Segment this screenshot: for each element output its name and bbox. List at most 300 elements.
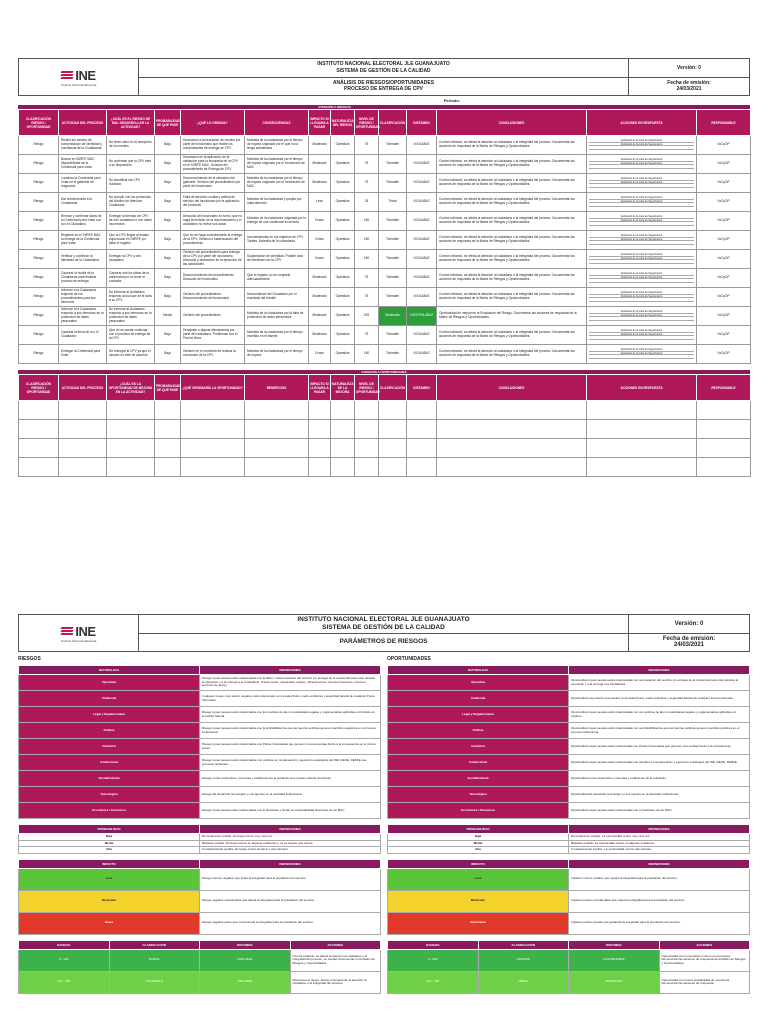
param-row xyxy=(19,707,381,723)
cell-concl: Control evitando, se afecta la atención al ciudadano o la integridad del proceso. Documentar las acciones de respuesta de la Matriz de Riesgos y Oportunidades. xyxy=(437,326,587,345)
risks-column xyxy=(18,656,381,999)
action-line: Aplicación de la Lista de Seguimiento xyxy=(589,311,694,314)
param-definition: Riesgo cuyas causas están relacionadas con Partes Interesadas que generen una desventaja frente a la competencia en el mismo sector. xyxy=(200,739,381,755)
opp-band: ATENCIÓN A OPORTUNIDADES xyxy=(18,370,750,374)
param-name: Ambiental xyxy=(388,691,569,707)
table-row xyxy=(19,326,751,345)
column-header: IMPACTO xyxy=(388,859,569,868)
cell-prob: Baja xyxy=(155,288,181,307)
param-name: Política xyxy=(19,723,200,739)
column-header: ACCIONES EN RESPUESTA xyxy=(587,375,697,401)
cell-cls: Tolerable xyxy=(379,231,407,250)
empty-cell xyxy=(155,401,181,420)
table-row xyxy=(19,288,751,307)
cell-nat: Operativa xyxy=(331,345,355,364)
cell-c: Riesgo xyxy=(19,269,59,288)
cell-nat: Operativa xyxy=(331,136,355,155)
cell-orig: Omisión del procedimiento xyxy=(181,307,245,326)
param-row xyxy=(19,834,381,841)
empty-cell xyxy=(181,439,245,458)
cell-actions xyxy=(587,326,697,345)
cell-risk: Capturar mal los datos de la credencial por no tener el contador xyxy=(107,269,155,288)
column-header: DEFINICIONES xyxy=(200,825,381,834)
action-line: Aplicación de la Lista de Seguimiento xyxy=(589,197,694,200)
empty-cell xyxy=(181,420,245,439)
range-actions: Oportunidad con buena probabilidad de ocurrencia. Documentar las acciones de respuesta. xyxy=(659,971,750,993)
empty-cell xyxy=(697,420,751,439)
empty-cell xyxy=(19,458,59,477)
column-header: ¿QUÉ LO ORIGINA? xyxy=(181,110,245,136)
cell-prob: Baja xyxy=(155,231,181,250)
param-row xyxy=(388,834,750,841)
cell-actions xyxy=(587,174,697,193)
column-header: ¿CUÁL ES EL RIESGO DE MAL DESARROLLAR LA ACTIVIDAD? xyxy=(107,110,155,136)
empty-cell xyxy=(107,458,155,477)
cell-cons: Inconsistencias en los registros de CPV Totales. Molestia de la ciudadanía xyxy=(245,231,309,250)
param-row xyxy=(388,707,750,723)
cell-cls: Tolerable xyxy=(379,174,407,193)
cell-imp: Moderado xyxy=(309,326,331,345)
cell-nat: Operativa xyxy=(331,307,355,326)
empty-cell xyxy=(181,401,245,420)
table-row xyxy=(19,420,751,439)
cell-cls: Tolerable xyxy=(379,288,407,307)
cell-resp: VoCyOP xyxy=(697,326,751,345)
cell-imp: Grave xyxy=(309,345,331,364)
param-name: Legal y Reglamentaria xyxy=(388,707,569,723)
column-header: RESPONSABLE xyxy=(697,110,751,136)
action-line: Aplicación de la Lista de Seguimiento xyxy=(589,216,694,219)
cell-act: Buscar en SIIRFE MAC disponibilidad de la Credencial para Votar xyxy=(59,155,107,174)
org-name: INSTITUTO NACIONAL ELECTORAL JLE GUANAJUATO xyxy=(317,61,450,67)
opp-range-table xyxy=(387,940,750,994)
empty-cell xyxy=(355,458,379,477)
table-row xyxy=(19,212,751,231)
cell-risk: Que no se pueda continuar con el proceso de entrega de la CPV xyxy=(107,326,155,345)
cell-cons: Molestia de la ciudadanía por el tiempo de espera originado por el funcionario de MAC xyxy=(245,155,309,174)
param-definition: Completamente posible. El riesgo ocurre siempre o casi siempre. xyxy=(200,847,381,854)
cell-risk: No informar al ciudadano respecto al uso que se le dará a su CPV xyxy=(107,288,155,307)
param-definition: Remotamente posible. El riesgo ocurre muy rara vez. xyxy=(200,834,381,841)
action-line: Aplicación de la Lista de Seguimiento xyxy=(589,140,694,143)
empty-cell xyxy=(309,420,331,439)
param-row xyxy=(388,675,750,691)
param-row xyxy=(19,840,381,847)
logo-text: INE xyxy=(75,623,96,639)
action-line: Aplicación de la Lista de Seguimiento xyxy=(589,273,694,276)
empty-cell xyxy=(245,439,309,458)
param-row xyxy=(19,755,381,771)
cell-cls: Tolerable xyxy=(379,155,407,174)
param-name: Baja xyxy=(388,834,569,841)
cell-dict: VIGILABLE xyxy=(407,212,437,231)
action-line: Aplicación de la Lista de Seguimiento xyxy=(589,296,694,299)
cell-risk: No tener claro en la recepción de los medios xyxy=(107,136,155,155)
empty-cell xyxy=(19,439,59,458)
empty-cell xyxy=(587,420,697,439)
column-header: DEFINICIONES xyxy=(200,666,381,675)
action-line xyxy=(589,337,694,340)
empty-cell xyxy=(331,420,355,439)
param-row xyxy=(388,771,750,787)
cell-nat: Operativa xyxy=(331,269,355,288)
param-name: Económica / Financiera xyxy=(388,803,569,819)
empty-cell xyxy=(59,458,107,477)
cell-concl: Control evitando, se afecta la atención al ciudadano o la integridad del proceso. Documentar las acciones de respuesta de la Matriz de Riesgos y Oportunidades. xyxy=(437,269,587,288)
param-name: Social/Cultural xyxy=(19,771,200,787)
cell-lvl: 75 xyxy=(355,155,379,174)
cell-dict: CONTROLABLE xyxy=(407,307,437,326)
risk-range-table xyxy=(18,940,381,994)
table-row xyxy=(19,231,751,250)
param-name: Institucional xyxy=(388,755,569,771)
cell-actions xyxy=(587,288,697,307)
actions-list xyxy=(589,349,694,359)
cell-cons: Molestia de la ciudadanía por la falta de protección de datos personales xyxy=(245,307,309,326)
column-header: PROBABILIDAD xyxy=(19,825,200,834)
cell-resp: VoCyOP xyxy=(697,307,751,326)
column-header: IMPACTO xyxy=(19,859,200,868)
empty-cell xyxy=(587,401,697,420)
param-definition: Riesgo negativo grave que compromete la integridad para la prestación del servicio. xyxy=(200,912,381,934)
risk-analysis-sheet xyxy=(18,58,750,477)
logo-text: INE xyxy=(75,67,96,83)
empty-cell xyxy=(331,439,355,458)
cell-imp: Moderado xyxy=(309,307,331,326)
ine-mark-icon xyxy=(61,70,73,80)
column-header: CLASIFICACIÓN xyxy=(109,940,200,949)
cell-dict: VIGILABLE xyxy=(407,288,437,307)
cell-prob: Baja xyxy=(155,250,181,269)
column-header: ACTIVIDAD DEL PROCESO xyxy=(59,110,107,136)
cell-dict: VIGILABLE xyxy=(407,231,437,250)
column-header: DEFINICIONES xyxy=(200,859,381,868)
system-name: SISTEMA DE GESTIÓN DE LA CALIDAD xyxy=(322,624,445,632)
param-definition: Oportunidad cuyas causas están relacionadas con la prestación del servicio y/o entrega de la credencial para votar durante la operación y a la entrega a la Ciudadanía. xyxy=(569,675,750,691)
cell-c: Riesgo xyxy=(19,212,59,231)
empty-cell xyxy=(155,458,181,477)
empty-cell xyxy=(437,401,587,420)
param-row xyxy=(19,912,381,934)
cell-orig: Descuido del funcionario en turno, que no haga la revisión de la documentación y el ciudadano no revise sus datos xyxy=(181,212,245,231)
range-range: 301 - 700 xyxy=(388,971,479,993)
param-definition: Impacto mínimo positivo que mejora la integridad para la prestación del servicio. xyxy=(569,868,750,890)
logo-subtitle: Instituto Nacional Electoral xyxy=(60,82,97,87)
empty-cell xyxy=(309,401,331,420)
opp-impact-table xyxy=(387,859,750,935)
cell-c: Riesgo xyxy=(19,193,59,212)
risk-probability-table xyxy=(18,824,381,854)
empty-cell xyxy=(181,458,245,477)
parameters-header xyxy=(18,614,750,652)
cell-act: Informar a la Ciudadanía respecto de los procedimientos para sus derechos xyxy=(59,288,107,307)
opportunities-title: OPORTUNIDADES xyxy=(387,656,431,662)
cell-orig: Que no se haga correctamente la entrega de la CPV. Omisión o inadecuación del procedimiento xyxy=(181,231,245,250)
cell-act: Registrar en el SIIRFE MAC la entrega de la Credencial para Votar xyxy=(59,231,107,250)
empty-cell xyxy=(587,439,697,458)
empty-cell xyxy=(379,401,407,420)
param-name: Moderado xyxy=(388,890,569,912)
emission-date: 24/03/2021 xyxy=(673,642,705,649)
cell-cls: Tolerable xyxy=(379,269,407,288)
actions-list xyxy=(589,273,694,283)
param-row xyxy=(388,739,750,755)
empty-cell xyxy=(107,439,155,458)
cell-orig: Falta de atención cordial y actitud de servicio del funcionario por la aplicación del protocolo xyxy=(181,193,245,212)
cell-act: Verificar y confirmar la identidad de la Ciudadanía xyxy=(59,250,107,269)
cell-nat: Operativa xyxy=(331,212,355,231)
action-line xyxy=(589,318,694,321)
param-name: Económica / Financiera xyxy=(19,803,200,819)
range-range: 0 - 100 xyxy=(19,949,110,971)
actions-list xyxy=(589,216,694,226)
param-definition: Bastante posible. El riesgo ocurre en algunas ocasiones y no es seguro que ocurra. xyxy=(200,840,381,847)
actions-list xyxy=(589,235,694,245)
action-line: Aplicación de la Lista de Seguimiento xyxy=(589,258,694,261)
cell-concl: Oportunidad de mejora en la Evaluación del Riesgo. Documentar las acciones de respuesta de la Matriz de Riesgos y Oportunidades. xyxy=(437,307,587,326)
param-definition: Riesgo cuyas causas están relacionadas con la probabilidad de que las fuerzas políticas generen cambios negativos en el proceso institucional. xyxy=(200,723,381,739)
action-line: Aplicación de la Lista de Seguimiento xyxy=(589,254,694,257)
param-definition: Oportunidad cuyas causas están relacionadas con Partes Interesadas que generen una ventaja frente a la competencia. xyxy=(569,739,750,755)
actions-list xyxy=(589,197,694,207)
cell-orig: Desajuste o alguna discrepancia por parte del ciudadano. Problemas con el Pad de firma xyxy=(181,326,245,345)
cell-act: Capturar la huella de la Ciudadanía para finalizar proceso de entrega xyxy=(59,269,107,288)
param-definition: Riesgo del desarrollo tecnológico y sus aportes en la actividad Institucional. xyxy=(200,787,381,803)
param-row xyxy=(19,675,381,691)
actions-list xyxy=(589,330,694,340)
param-definition: Oportunidad cuyo efecto sea positivo en la salud física, medio ambiente y seguridad laboral de cualquier Punto Informado. xyxy=(569,691,750,707)
actions-list xyxy=(589,178,694,188)
cell-cls: Tolerable xyxy=(379,345,407,364)
column-header: NATURALEZA DE LA MEJORA xyxy=(331,375,355,401)
param-row xyxy=(19,787,381,803)
param-row xyxy=(388,723,750,739)
cell-actions xyxy=(587,269,697,288)
cell-cons: Molestia de la ciudadanía originada por la entrega de una credencial incorrecta xyxy=(245,212,309,231)
range-cls: TOLERABLE xyxy=(109,971,200,993)
cell-risk: Entregar la CPV a otro ciudadano xyxy=(107,250,155,269)
cell-risk: No confirmar que la CPV esté a su disposición xyxy=(107,155,155,174)
column-header: ¿CUÁL ES LA OPORTUNIDAD DE MEJORA EN LA ACTIVIDAD? xyxy=(107,375,155,401)
cell-nat: Operativa xyxy=(331,155,355,174)
cell-cls: Tolerable xyxy=(379,326,407,345)
cell-cons: Molestia de la ciudadanía por el tiempo de espera originado por el funcionario de MAC xyxy=(245,174,309,193)
version-label: Versión: 0 xyxy=(629,615,749,634)
cell-orig: Omisión en el momento de realizar la conclusión de la CPV xyxy=(181,345,245,364)
emission-label: Fecha de emisión: xyxy=(667,80,711,87)
cell-actions xyxy=(587,155,697,174)
table-row xyxy=(19,193,751,212)
param-name: Operativa xyxy=(19,675,200,691)
param-name: Tecnológica xyxy=(388,787,569,803)
range-cls: LIMITADA xyxy=(478,949,569,971)
param-name: Industrial xyxy=(388,739,569,755)
column-header: IMPACTO SI LLEGARA A PASAR xyxy=(309,110,331,136)
action-line xyxy=(589,147,694,150)
table-row xyxy=(19,155,751,174)
cell-risk: No cumplir con los protocolos del Modelo de Atención Ciudadana xyxy=(107,193,155,212)
cell-act: Entregar la Credencial para Votar xyxy=(59,345,107,364)
param-row xyxy=(388,912,750,934)
param-definition: Riesgo cuyas causas están relacionadas con los cambios de las normatividades legales y reglamentarias aplicables al Instituto en el ámbito federal. xyxy=(200,707,381,723)
actions-list xyxy=(589,254,694,264)
cell-resp: VoCyOP xyxy=(697,269,751,288)
cell-cons: Molestia de la ciudadanía por el tiempo de espera originado por el que no la tenga actualizada xyxy=(245,136,309,155)
cell-actions xyxy=(587,231,697,250)
range-actions: Monitorear el riesgo, afecta mínimamente la atención al ciudadano o la integridad del proceso. xyxy=(290,971,381,993)
range-cls: MEDIA xyxy=(478,971,569,993)
param-name: Alta xyxy=(19,847,200,854)
cell-lvl: 150 xyxy=(355,345,379,364)
risk-table xyxy=(18,109,751,364)
action-line: Aplicación de la Lista de Seguimiento xyxy=(589,239,694,242)
cell-act: Localizar la Credencial para Votar en el gabinete de resguardo xyxy=(59,174,107,193)
param-row xyxy=(19,739,381,755)
column-header: RANGOS xyxy=(19,940,110,949)
empty-cell xyxy=(697,439,751,458)
empty-cell xyxy=(437,458,587,477)
cell-act: Recibir los medios de comprobación de Identidad y constancia de la Ciudadanía. xyxy=(59,136,107,155)
cell-dict: VIGILABLE xyxy=(407,326,437,345)
param-name: Política xyxy=(388,723,569,739)
cell-lvl: 75 xyxy=(355,136,379,155)
table-row xyxy=(19,269,751,288)
empty-cell xyxy=(107,420,155,439)
cell-act: Capturar la firma de la o el Ciudadano xyxy=(59,326,107,345)
cell-cons: Desconfianza del Ciudadano por el resultado del trámite xyxy=(245,288,309,307)
cell-resp: VoCyOP xyxy=(697,155,751,174)
cell-actions xyxy=(587,212,697,231)
empty-cell xyxy=(437,420,587,439)
param-row xyxy=(19,847,381,854)
cell-actions xyxy=(587,307,697,326)
range-dict: VIGILABLE xyxy=(200,949,291,971)
cell-nat: Operativa xyxy=(331,326,355,345)
cell-cls: Moderado xyxy=(379,307,407,326)
param-name: Media xyxy=(19,840,200,847)
cell-orig: Desviación a la recepción de medios por parte del funcionario que recibe los comprobantes de entrega de CPV xyxy=(181,136,245,155)
column-header: PROBABILIDAD DE QUE PASE xyxy=(155,110,181,136)
empty-cell xyxy=(587,458,697,477)
system-name: SISTEMA DE GESTIÓN DE LA CALIDAD xyxy=(336,67,431,74)
opportunities-column xyxy=(387,656,750,999)
cell-cls: Tolerable xyxy=(379,250,407,269)
param-name: Institucional xyxy=(19,755,200,771)
param-name: Industrial xyxy=(19,739,200,755)
param-name: Operativa xyxy=(388,675,569,691)
empty-cell xyxy=(245,420,309,439)
action-line xyxy=(589,166,694,169)
column-header: ACCIONES xyxy=(659,940,750,949)
risk-impact-table xyxy=(18,859,381,935)
empty-cell xyxy=(309,458,331,477)
cell-c: Riesgo xyxy=(19,288,59,307)
column-header: PROBABILIDAD DE QUE PASE xyxy=(155,375,181,401)
param-row xyxy=(19,890,381,912)
param-definition: Impacto positivo considerable que mejora la integridad para la prestación del servicio. xyxy=(569,890,750,912)
cell-imp: Moderado xyxy=(309,269,331,288)
column-header: RESPONSABLE xyxy=(697,375,751,401)
cell-concl: Control evitando, se afecta la atención al ciudadano o la integridad del proceso. Documentar las acciones de respuesta de la Matriz de Riesgos y Oportunidades. xyxy=(437,231,587,250)
column-header: DEFINICIONES xyxy=(569,666,750,675)
column-header: CLASIFICACIÓN xyxy=(478,940,569,949)
param-row xyxy=(19,868,381,890)
column-header: NIVEL DE RIESGO / OPORTUNIDAD xyxy=(355,375,379,401)
param-name: Legal y Reglamentaria xyxy=(19,707,200,723)
param-definition: Cualquier riesgo cuyo efecto negativo esté relacionado con la salud física, medio ambiente y seguridad laboral de cualquier Punto Informado. xyxy=(200,691,381,707)
actions-list xyxy=(589,292,694,302)
empty-cell xyxy=(697,401,751,420)
empty-cell xyxy=(407,420,437,439)
cell-risk: Entregar la formato de CPV de otro ciudadano o con datos incorrectos xyxy=(107,212,155,231)
param-row xyxy=(388,868,750,890)
empty-cell xyxy=(355,420,379,439)
cell-concl: Control evitando, se afecta la atención al ciudadano o la integridad del proceso. Documentar las acciones de respuesta de la Matriz de Riesgos y Oportunidades. xyxy=(437,193,587,212)
ine-logo-2 xyxy=(19,615,139,651)
cell-concl: Control evitando, se afecta la atención al ciudadano o la integridad del proceso. Documentar las acciones de respuesta de la Matriz de Riesgos y Oportunidades. xyxy=(437,174,587,193)
empty-cell xyxy=(355,401,379,420)
action-line: Aplicación de la Lista de Seguimiento xyxy=(589,349,694,352)
cell-cons: Suplantación de identidad. Posible robo de identidad con la CPV xyxy=(245,250,309,269)
range-row xyxy=(388,949,750,971)
org-name: INSTITUTO NACIONAL ELECTORAL JLE GUANAJUATO xyxy=(297,616,470,623)
ine-logo xyxy=(19,59,139,95)
cell-resp: VoCyOP xyxy=(697,345,751,364)
action-line xyxy=(589,223,694,226)
range-dict: VIGILABLE xyxy=(200,971,291,993)
process-title: PROCESO DE ENTREGA DE CPV xyxy=(344,86,423,92)
param-definition: Riesgo cuyas causas están relacionadas con cambios en la planeación y ejecución estratégica del INE, DEOE, DERFE que provocan limitantes. xyxy=(200,755,381,771)
param-row xyxy=(388,847,750,854)
cell-concl: Control evitando, se afecta la atención al ciudadano o la integridad del proceso. Documentar las acciones de respuesta de la Matriz de Riesgos y Oportunidades. xyxy=(437,250,587,269)
cell-resp: VoCyOP xyxy=(697,174,751,193)
range-dict: ACONSEJABLE xyxy=(569,949,660,971)
cell-lvl: 75 xyxy=(355,174,379,193)
empty-cell xyxy=(331,458,355,477)
param-row xyxy=(388,787,750,803)
cell-imp: Moderado xyxy=(309,174,331,193)
action-line: Aplicación de la Lista de Seguimiento xyxy=(589,315,694,318)
cell-imp: Grave xyxy=(309,231,331,250)
ine-mark-icon xyxy=(61,626,73,636)
action-line: Aplicación de la Lista de Seguimiento xyxy=(589,144,694,147)
opp-nature-table xyxy=(387,665,750,819)
param-name: Social/Cultural xyxy=(388,771,569,787)
column-header: DISTAMEN xyxy=(407,110,437,136)
param-name: Alta xyxy=(388,847,569,854)
cell-cons: Molestia de la ciudadanía por el tiempo invertido en el trámite xyxy=(245,326,309,345)
cell-act: Informar a la Ciudadanía respecto a sus derechos en la protección de datos personales xyxy=(59,307,107,326)
cell-resp: VoCyOP xyxy=(697,250,751,269)
cell-dict: VIGILABLE xyxy=(407,193,437,212)
empty-cell xyxy=(59,439,107,458)
emission-date: 24/03/2021 xyxy=(676,86,702,93)
action-line: Aplicación de la Lista de Seguimiento xyxy=(589,163,694,166)
action-line: Aplicación de la Lista de Seguimiento xyxy=(589,235,694,238)
cell-risk: No entregar la CPV ya que el usuario no esté de acuerdo xyxy=(107,345,155,364)
cell-concl: Control evitando, se afecta la atención al ciudadano o la integridad del proceso. Documentar las acciones de respuesta de la Matriz de Riesgos y Oportunidades. xyxy=(437,345,587,364)
cell-risk: Que la CPV llegue al estado equivocado en SIIRFE y/o fallar el registro xyxy=(107,231,155,250)
table-row xyxy=(19,307,751,326)
cell-orig: Desviación en la aplicación de la validación para la búsqueda de la CPV en el SIIRFE MAC. Omisión del procedimiento de Entrega de CPV xyxy=(181,155,245,174)
range-range: 101 - 300 xyxy=(19,971,110,993)
cell-dict: VIGILABLE xyxy=(407,250,437,269)
param-name: Leve xyxy=(19,868,200,890)
range-range: 0 - 300 xyxy=(388,949,479,971)
empty-cell xyxy=(19,401,59,420)
cell-resp: VoCyOP xyxy=(697,212,751,231)
param-definition: Remotamente posible. La oportunidad ocurre muy rara vez. xyxy=(569,834,750,841)
